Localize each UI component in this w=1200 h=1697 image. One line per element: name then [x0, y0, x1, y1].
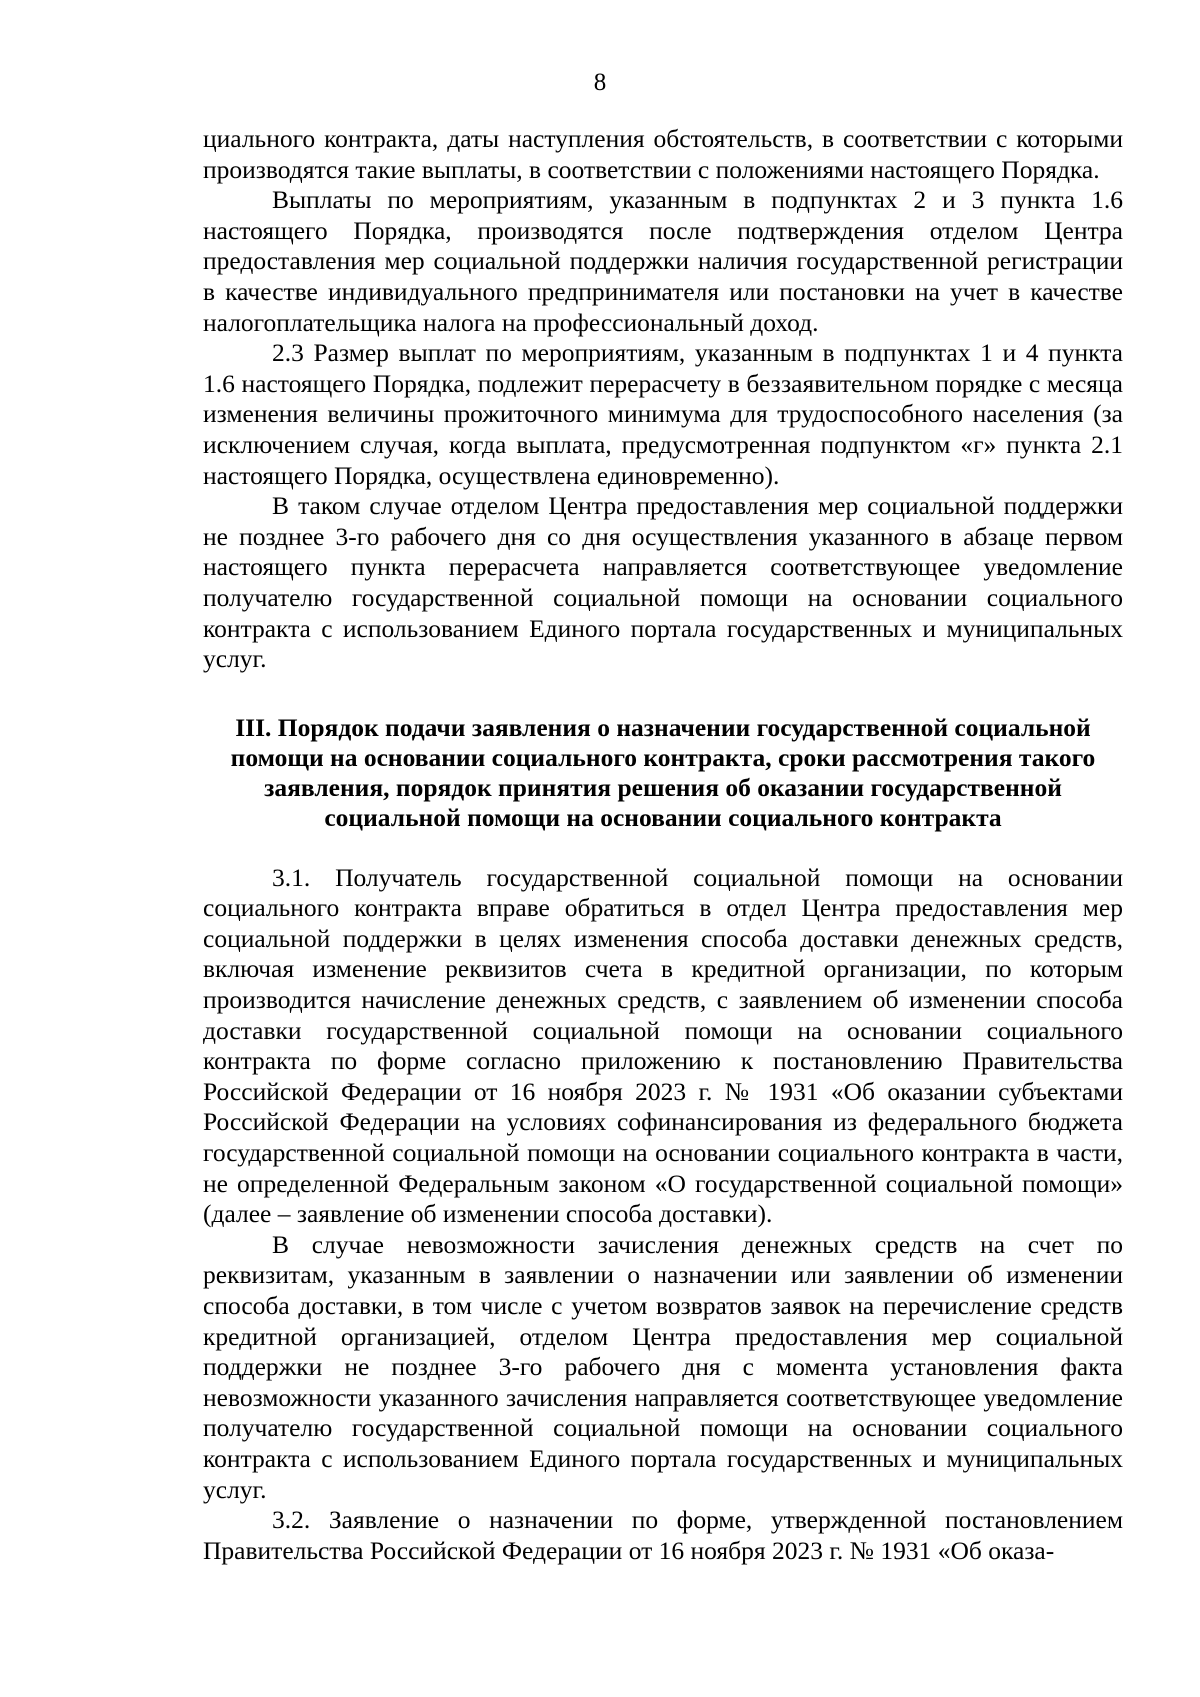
- paragraph-3-1: 3.1. Получатель государственной социальной помощи на основании социального контракта вправе обратиться в отдел Центра предоставления мер социальной поддержки в целях изменения способа доставки денежных средств, включая изменение реквизитов счета в кредитной организации, по которым производится начисление денежных средств, с заявлением об изменении способа доставки государственной социальной помощи на основании социального контракта по форме согласно приложению к постановлению Правительства Российской Федерации от 16 ноября 2023 г. № 1931 «Об оказании субъектами Российской Федерации на условиях софинансирования из федерального бюджета государственной социальной помощи на основании социального контракта в части, не определенной Федеральным законом «О государственной социальной помощи» (далее – заявление об изменении способа доставки).: [203, 862, 1123, 1229]
- document-body: [203, 124, 1123, 1566]
- paragraph-continuation: циального контракта, даты наступления обстоятельств, в соответствии с которыми производятся такие выплаты, в соответствии с положениями настоящего Порядка.: [203, 124, 1123, 184]
- paragraph-impossibility-of-crediting: В случае невозможности зачисления денежных средств на счет по реквизитам, указанным в заявлении о назначении или заявлении об изменении способа доставки, в том числе с учетом возвратов заявок на перечисление средств кредитной организацией, отделом Центра предоставления мер социальной поддержки не позднее 3-го рабочего дня с момента установления факта невозможности указанного зачисления направляется соответствующее уведомление получателю государственной социальной помощи на основании социального контракта с использованием Единого портала государственных и муниципальных услуг.: [203, 1229, 1123, 1504]
- paragraph-notification: В таком случае отделом Центра предоставления мер социальной поддержки не позднее 3-го рабочего дня со дня осуществления указанного в абзаце первом настоящего пункта перерасчета направляется соответствующее уведомление получателю государственной социальной помощи на основании социального контракта с использованием Единого портала государственных и муниципальных услуг.: [203, 491, 1123, 674]
- section-heading: III. Порядок подачи заявления о назначении государственной социальной помощи на основании социального контракта, сроки рассмотрения такого заявления, порядок принятия решения об оказании государственной социальной помощи на основании социального контракта: [230, 712, 1096, 832]
- page-number: 8: [593, 69, 607, 96]
- paragraph-2-3-recalculation: 2.3 Размер выплат по мероприятиям, указанным в подпунктах 1 и 4 пункта 1.6 настоящего Порядка, подлежит перерасчету в беззаявительном порядке с месяца изменения величины прожиточного минимума для трудоспособного населения (за исключением случая, когда выплата, предусмотренная подпунктом «г» пункта 2.1 настоящего Порядка, осуществлена единовременно).: [203, 338, 1123, 490]
- paragraph-payments-subitems-2-3: Выплаты по мероприятиям, указанным в подпунктах 2 и 3 пункта 1.6 настоящего Порядка, производятся после подтверждения отделом Центра предоставления мер социальной поддержки наличия государственной регистрации в качестве индивидуального предпринимателя или постановки на учет в качестве налогоплательщика налога на профессиональный доход.: [203, 185, 1123, 337]
- paragraph-3-2: 3.2. Заявление о назначении по форме, утвержденной постановлением Правительства Российской Федерации от 16 ноября 2023 г. № 1931 «Об оказа-: [203, 1505, 1123, 1565]
